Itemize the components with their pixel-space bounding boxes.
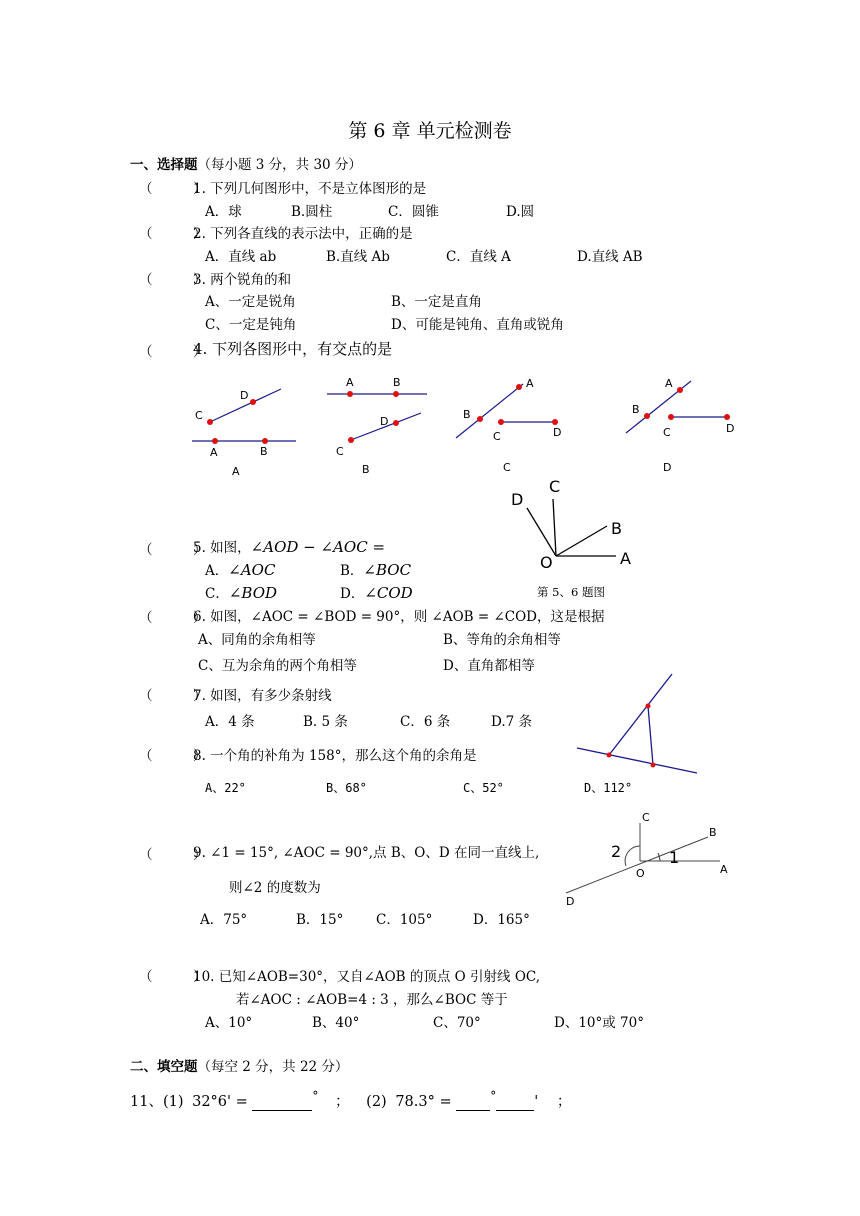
answer-paren-q7[interactable]: （ ） <box>139 688 207 704</box>
q6-option-d: D、直角都相等 <box>443 658 535 674</box>
q9-line-bd <box>566 837 708 893</box>
q9-angle2-arc <box>625 846 640 866</box>
q11-sep: ； <box>335 1093 350 1110</box>
q10-stem: 10. 已知∠AOB=30°，又自∠AOB 的顶点 O 引射线 OC, <box>193 969 541 985</box>
q10-option-b: B、40° <box>312 1015 360 1031</box>
q10-line2: 若∠AOC : ∠AOB=4 : 3 ，那么∠BOC 等于 <box>236 992 508 1008</box>
section2-heading <box>130 1055 348 1075</box>
answer-paren-q3[interactable]: （ ） <box>139 272 207 288</box>
q4d-label-c: C <box>663 426 671 439</box>
q3-option-a: A、一定是锐角 <box>205 294 296 310</box>
q7-option-c: C．6 条 <box>400 714 451 730</box>
fig56-label-b: B <box>611 519 622 538</box>
q2-option-a: A．直线 ab <box>205 249 277 265</box>
q9-label-d: D <box>566 895 575 908</box>
q4-stem: 4. 下列各图形中，有交点的是 <box>193 340 393 358</box>
q10-option-c: C、70° <box>433 1015 481 1031</box>
q3-option-c: C、一定是钝角 <box>205 317 297 333</box>
q1-option-a: A．球 <box>205 204 242 220</box>
q10-option-a: A、10° <box>205 1015 253 1031</box>
q8-option-d: D、112° <box>584 781 633 795</box>
q5-option-d-math: ∠COD <box>364 584 413 602</box>
fig56-label-o: O <box>540 553 553 572</box>
q8-option-a: A、22° <box>205 781 246 795</box>
q5-option-a-letter: A． <box>205 563 229 579</box>
q4a-caption: A <box>232 465 240 478</box>
fig56-label-c: C <box>549 477 561 496</box>
q5-option-b-math: ∠BOC <box>363 561 412 579</box>
q1-stem: 1. 下列几何图形中，不是立体图形的是 <box>193 181 427 197</box>
q11-label: 11、(1) <box>130 1093 184 1110</box>
q3-option-d: D、可能是钝角、直角或锐角 <box>391 317 564 333</box>
q7-option-a: A．4 条 <box>205 714 255 730</box>
q4a-label-d: D <box>240 389 249 402</box>
q2-option-d: D.直线 AB <box>577 249 643 265</box>
q4c-label-b: B <box>463 408 471 421</box>
q4b-label-b: B <box>393 376 401 389</box>
q9-option-a: A．75° <box>200 912 248 928</box>
q11-end: ； <box>556 1093 572 1110</box>
q1-option-b: B.圆柱 <box>291 204 333 220</box>
q9-label-b: B <box>709 826 717 839</box>
q10-option-d: D、10°或 70° <box>554 1015 644 1031</box>
q9-option-d: D．165° <box>473 912 530 928</box>
q11-part2: 78.3° = <box>395 1093 452 1110</box>
answer-paren-q10[interactable]: （ ） <box>139 969 207 985</box>
q1-option-d: D.圆 <box>506 204 535 220</box>
q5-option-c-math: ∠BOD <box>228 584 278 602</box>
answer-paren-q2[interactable]: （ ） <box>139 226 207 242</box>
section1-heading-text: 一、选择题 <box>130 157 198 173</box>
section2-heading-text: 二、填空题 <box>130 1059 198 1075</box>
q9-stem: 9. ∠1 = 15°, ∠AOC = 90°,点 B、O、D 在同一直线上, <box>193 845 540 861</box>
answer-paren-q4[interactable]: （ ） <box>139 344 207 360</box>
q3-stem: 3. 两个锐角的和 <box>193 272 292 288</box>
page-title: 第 6 章 单元检测卷 <box>348 120 512 142</box>
q9-line2: 则∠2 的度数为 <box>229 880 321 896</box>
q4c-caption: C <box>503 461 511 474</box>
fig56-caption: 第 5、6 题图 <box>537 585 605 599</box>
q11-blank-2[interactable] <box>456 1096 490 1111</box>
q9-label-c: C <box>642 811 650 824</box>
q5-option-a-math: ∠AOC <box>228 561 276 579</box>
q4d-label-a: A <box>665 377 673 390</box>
q9-label-1: 1 <box>669 848 680 867</box>
q11-line <box>130 1089 571 1111</box>
q5-option-c-letter: C． <box>205 586 229 602</box>
q7-option-d: D.7 条 <box>491 714 533 730</box>
q11-blank-1[interactable] <box>252 1096 312 1111</box>
q9-label-o: O <box>636 867 645 880</box>
q6-option-c: C、互为余角的两个角相等 <box>198 658 357 674</box>
q5-stem-prefix: 5. 如图， <box>193 540 251 556</box>
q7-option-b: B. 5 条 <box>303 714 348 730</box>
q4d-label-b: B <box>632 403 640 416</box>
answer-paren-q5[interactable]: （ ） <box>139 542 207 558</box>
fig56-label-a: A <box>620 549 631 568</box>
q9-label-a: A <box>720 863 728 876</box>
q11-deg: ° <box>312 1089 319 1103</box>
q11-part1: 32°6' = <box>192 1093 248 1110</box>
q11-part2-label: (2) <box>366 1093 387 1110</box>
q4c-label-d: D <box>553 426 562 439</box>
q6-option-b: B、等角的余角相等 <box>443 632 561 648</box>
q4b-label-c: C <box>336 445 344 458</box>
q11-deg2: ° <box>490 1089 497 1103</box>
q4c-label-c: C <box>493 430 501 443</box>
q4d-label-d: D <box>726 422 735 435</box>
q4b-caption: B <box>362 463 370 476</box>
q7-stem: 7. 如图，有多少条射线 <box>193 688 332 704</box>
q2-option-b: B.直线 Ab <box>326 249 390 265</box>
q8-stem: 8. 一个角的补角为 158°，那么这个角的余角是 <box>193 748 477 764</box>
q4b-label-a: A <box>346 376 354 389</box>
q2-stem: 2. 下列各直线的表示法中，正确的是 <box>193 226 413 242</box>
section1-note: （每小题 3 分，共 30 分） <box>197 157 362 173</box>
section2-note: （每空 2 分，共 22 分） <box>197 1059 349 1075</box>
q6-option-a: A、同角的余角相等 <box>198 632 316 648</box>
q4a-label-b: B <box>260 445 268 458</box>
fig56-label-d: D <box>511 490 524 509</box>
q9-option-b: B．15° <box>296 912 344 928</box>
q4d-caption: D <box>663 461 672 474</box>
q3-option-b: B、一定是直角 <box>391 294 482 310</box>
answer-paren-q6[interactable]: （ ） <box>139 610 207 626</box>
q5-stem-math: ∠AOD − ∠AOC = <box>250 538 386 556</box>
q4a-label-a: A <box>210 446 218 459</box>
q9-option-c: C．105° <box>376 912 433 928</box>
q6-stem: 6. 如图，∠AOC = ∠BOD = 90°，则 ∠AOB = ∠COD，这是根据 <box>193 609 605 625</box>
q8-option-b: B、68° <box>326 781 367 795</box>
answer-paren-q9[interactable]: （ ） <box>139 847 207 863</box>
q11-blank-3[interactable] <box>496 1096 534 1111</box>
q4a-label-c: C <box>195 409 203 422</box>
q4b-label-d: D <box>380 415 389 428</box>
q8-option-c: C、52° <box>463 781 504 795</box>
q5-option-b-letter: B． <box>340 563 364 579</box>
q4c-label-a: A <box>526 377 534 390</box>
q2-option-c: C．直线 A <box>446 249 511 265</box>
q1-option-c: C．圆锥 <box>388 204 439 220</box>
answer-paren-q1[interactable]: （ ） <box>139 181 207 197</box>
q9-label-2: 2 <box>611 842 622 861</box>
q5-option-d-letter: D． <box>340 586 365 602</box>
q11-min: ' <box>534 1093 539 1110</box>
answer-paren-q8[interactable]: （ ） <box>139 748 207 764</box>
